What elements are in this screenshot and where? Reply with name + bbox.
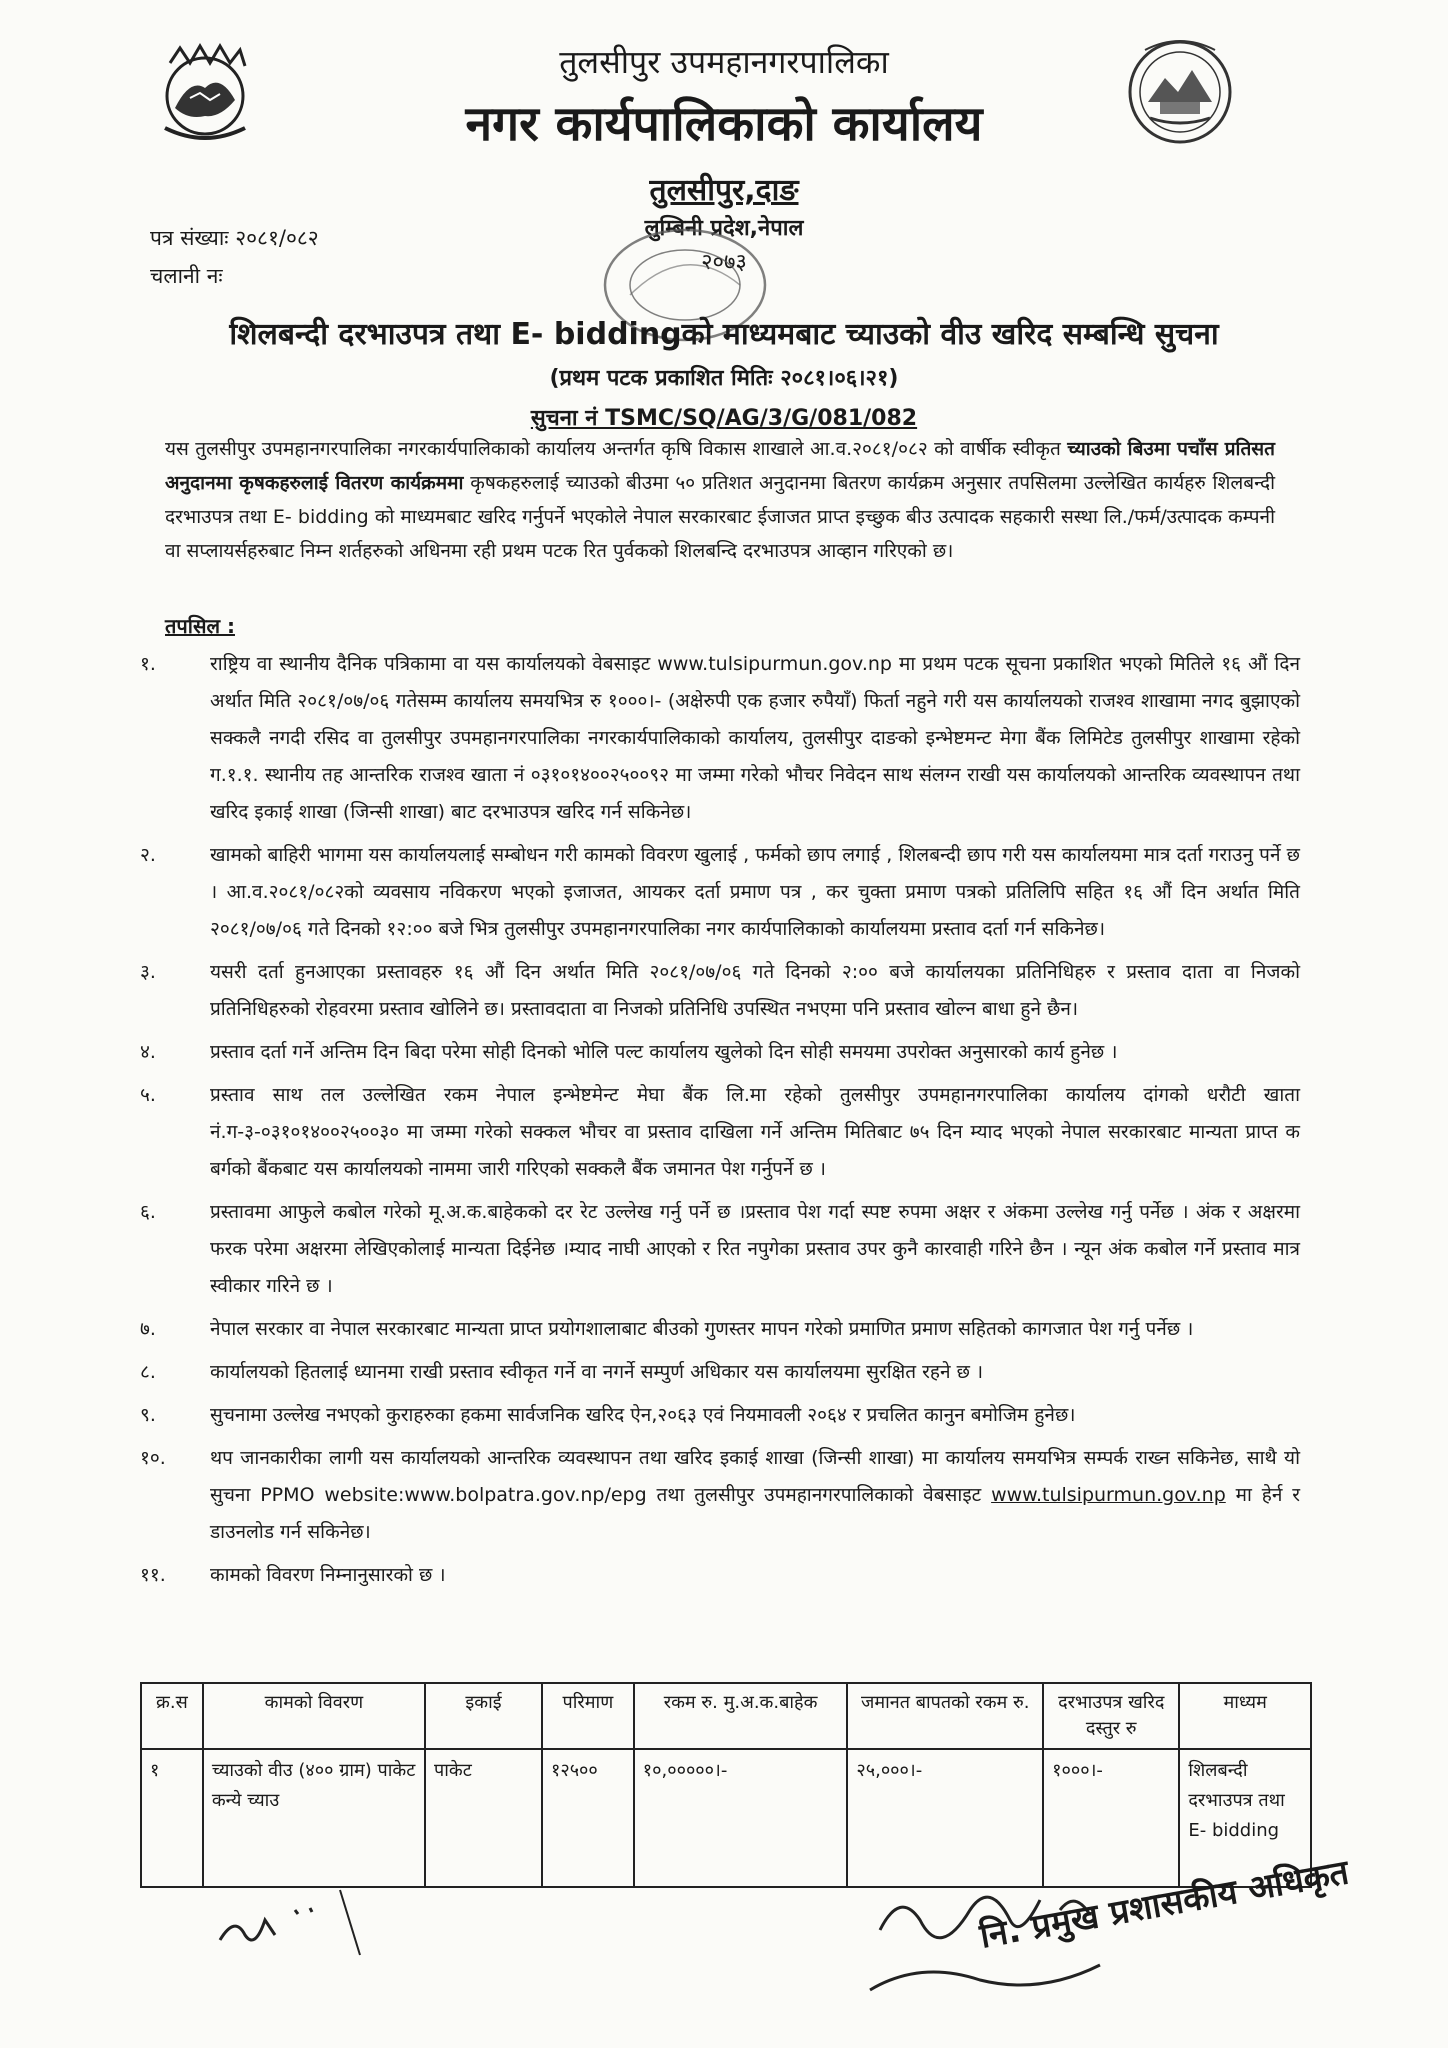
intro-text-2: कृषकहरुलाई च्याउको बीउमा ५० प्रतिशत अनुदानमा बितरण कार्यक्रम अनुसार तपसिलमा उल्लेखित कार्यहरु शिलबन्दी दरभाउपत्र तथा E- bidding को माध्यमबाट खरिद गर्नुपर्ने भएकोले नेपाल सरकारबाट ईजाजत प्राप्त इच्छुक बीउ उत्पादक सहकारी सस्था लि./फर्म/उत्पादक कम्पनी वा सप्लायर्सहरुबाट निम्न शर्तहरुको अधिनमा रही प्रथम पटक रित पुर्वकको शिलबन्दि दरभाउपत्र आव्हान गरिएको छ।: [165, 472, 1275, 562]
item-text-main: थप जानकारीका लागी यस कार्यालयको आन्तरिक व्यवस्थापन तथा खरिद इकाई शाखा (जिन्सी शाखा) मा कार्यालय समयभित्र सम्पर्क राख्न सकिनेछ, साथै यो सुचना PPMO website:www.bolpatra.gov.np/epg तथा तुलसीपुर उपमहानगरपालिकाको वेबसाइट: [210, 1447, 1300, 1506]
nepal-government-emblem-icon: [150, 38, 260, 148]
intro-paragraph: [165, 432, 1275, 568]
item-text: प्रस्ताव साथ तल उल्लेखित रकम नेपाल इन्भेष्टमेन्ट मेघा बैंक लि.मा रहेको तुलसीपुर उपमहानगरपालिका कार्यालय दांगको धरौटी खाता नं.ग-३-०३१०१४००२५००३० मा जम्मा गरेको सक्कल भौचर वा प्रस्ताव दाखिला गर्ने अन्तिम मितिबाट ७५ दिन म्याद भएको नेपाल सरकारबाट मान्यता प्राप्त क बर्गको बैंकबाट यस कार्यालयको नाममा जारी गरिएको सक्कलै बैंक जमानत पेश गर्नुपर्ने छ ।: [210, 1084, 1300, 1180]
item-text: प्रस्ताव दर्ता गर्ने अन्तिम दिन बिदा परेमा सोही दिनको भोलि पल्ट कार्यालय खुलेको दिन सोही समयमा उपरोक्त अनुसारको कार्य हुनेछ ।: [210, 1041, 1118, 1063]
table-row: [141, 1749, 1311, 1887]
item-text-after: मा हेर्न र डाउनलोड गर्न सकिनेछ।: [210, 1484, 1301, 1543]
table-cell: १०,०००००।-: [634, 1749, 848, 1887]
item-number: ५.: [140, 1084, 156, 1106]
table-cell: १: [141, 1749, 203, 1887]
item-text: सुचनामा उल्लेख नभएको कुराहरुका हकमा सार्वजनिक खरिद ऐन,२०६३ एवं नियमावली २०६४ र प्रचलित कानुन बमोजिम हुनेछ।: [210, 1404, 1076, 1426]
item-text: खामको बाहिरी भागमा यस कार्यालयलाई सम्बोधन गरी कामको विवरण खुलाई , फर्मको छाप लगाई , शिलबन्दी छाप गरी यस कार्यालयमा मात्र दर्ता गराउनु पर्ने छ । आ.व.२०८१/०८२को व्यवसाय नविकरण भएको इजाजत, आयकर दर्ता प्रमाण पत्र , कर चुक्ता प्रमाण पत्रको प्रतिलिपि सहित १६ औं दिन अर्थात मिति २०८१/०७/०६ गते दिनको १२:०० बजे भित्र तुलसीपुर उपमहानगरपालिका नगर कार्यपालिकाको कार्यालयमा प्रस्ताव दर्ता गर्न सकिनेछ।: [210, 844, 1300, 940]
item-text: प्रस्तावमा आफुले कबोल गरेको मू.अ.क.बाहेकको दर रेट उल्लेख गर्नु पर्ने छ ।प्रस्ताव पेश गर्दा स्पष्ट रुपमा अक्षर र अंकमा उल्लेख गर्नु पर्नेछ । अंक र अक्षरमा फरक परेमा अक्षरमा लेखिएकोलाई मान्यता दिईनेछ ।म्याद नाघी आएको र रित नपुगेका प्रस्ताव उपर कुनै कारवाही गरिने छैन । न्यून अंक कबोल गर्ने प्रस्ताव मात्र स्वीकार गरिने छ ।: [210, 1201, 1300, 1297]
list-item: [140, 1194, 1300, 1305]
terms-list: [140, 646, 1300, 1600]
table-cell: १२५००: [542, 1749, 634, 1887]
table-header: क्र.स: [141, 1683, 203, 1749]
list-item: [140, 646, 1300, 831]
item-number: ७.: [140, 1318, 156, 1340]
details-heading: तपसिल :: [165, 614, 235, 638]
table-header: जमानत बापतको रकम रु.: [847, 1683, 1043, 1749]
item-number: ६.: [140, 1201, 156, 1223]
item-text: नेपाल सरकार वा नेपाल सरकारबाट मान्यता प्राप्त प्रयोगशालाबाट बीउको गुणस्तर मापन गरेको प्रमाणित प्रमाण सहितको कागजात पेश गर्नु पर्नेछ ।: [210, 1318, 1194, 1340]
letter-number: पत्र संख्याः २०८१/०८२: [150, 226, 319, 250]
notice-title: शिलबन्दी दरभाउपत्र तथा E- biddingको माध्यमबाट च्याउको वीउ खरिद सम्बन्धि सुचना: [229, 317, 1219, 352]
list-item: [140, 954, 1300, 1028]
notice-number: सुचना नं TSMC/SQ/AG/3/G/081/082: [530, 406, 918, 431]
office-name: नगर कार्यपालिकाको कार्यालय: [465, 96, 983, 152]
item-text: यसरी दर्ता हुनआएका प्रस्तावहरु १६ औं दिन अर्थात मिति २०८१/०७/०६ गते दिनको २:०० बजे कार्यालयका प्रतिनिधिहरु र प्रस्ताव दाता वा निजको प्रतिनिधिहरुको रोहवरमा प्रस्ताव खोलिने छ। प्रस्तावदाता वा निजको प्रतिनिधि उपस्थित नभएमा पनि प्रस्ताव खोल्न बाधा हुने छैन।: [210, 961, 1300, 1020]
establishment-year: २०७३: [701, 250, 747, 275]
list-item: [140, 1397, 1300, 1434]
item-number: २.: [140, 844, 156, 866]
table-header: कामको विवरण: [203, 1683, 425, 1749]
list-item: [140, 1440, 1300, 1551]
table-cell: १०००।-: [1043, 1749, 1179, 1887]
table-header: रकम रु. मु.अ.क.बाहेक: [634, 1683, 848, 1749]
list-item: [140, 1034, 1300, 1071]
list-item: [140, 1557, 1300, 1594]
item-number: ८.: [140, 1361, 156, 1383]
intro-text-bold: च्याउको बिउमा पचाँस प्रतिसत अनुदानमा कृषकहरुलाई वितरण कार्यक्रममा: [165, 438, 1275, 494]
item-number: १.: [140, 653, 156, 675]
municipality-website-link[interactable]: www.tulsipurmun.gov.np: [991, 1484, 1226, 1506]
item-number: ३.: [140, 961, 156, 983]
list-item: [140, 1311, 1300, 1348]
list-item: [140, 837, 1300, 948]
province-name: लुम्बिनी प्रदेश,नेपाल: [644, 216, 804, 241]
item-text: राष्ट्रिय वा स्थानीय दैनिक पत्रिकामा वा यस कार्यालयको वेबसाइट www.tulsipurmun.gov.np मा प्रथम पटक सूचना प्रकाशित भएको मितिले १६ औं दिन अर्थात मिति २०८१/०७/०६ गतेसम्म कार्यालय समयभित्र रु १०००।- (अक्षेरुपी एक हजार रुपैयाँ) फिर्ता नहुने गरी यस कार्यालयको राजश्व शाखामा नगद बुझाएको सक्कलै नगदी रसिद वा तुलसीपुर उपमहानगरपालिका नगरकार्यपालिकाको कार्यालय, तुलसीपुर दाङको इन्भेष्टमन्ट मेगा बैंक लिमिटेड तुलसीपुर शाखामा रहेको ग.१.१. स्थानीय तह आन्तरिक राजश्व खाता नं ०३१०१४००२५००९२ मा जम्मा गरेको भौचर निवेदन साथ संलग्न राखी यस कार्यालयको आन्तरिक व्यवस्थापन तथा खरिद इकाई शाखा (जिन्सी शाखा) बाट दरभाउपत्र खरिद गर्न सकिनेछ।: [210, 653, 1300, 823]
list-item: [140, 1354, 1300, 1391]
municipality-logo-icon: [1120, 30, 1240, 150]
table-cell: पाकेट: [425, 1749, 542, 1887]
place-name: तुलसीपुर,दाङ: [649, 173, 799, 208]
table-cell: शिलबन्दी दरभाउपत्र तथा E- bidding: [1179, 1749, 1311, 1887]
work-details-table: [140, 1682, 1312, 1888]
publication-date: (प्रथम पटक प्रकाशित मितिः २०८१।०६।२१): [549, 366, 899, 391]
officer-title: नि. प्रमुख प्रशासकीय अधिकृत: [976, 1852, 1352, 1957]
item-number: १०.: [140, 1447, 166, 1469]
item-number: ९.: [140, 1404, 156, 1426]
table-header: दरभाउपत्र खरिद दस्तुर रु: [1043, 1683, 1179, 1749]
dispatch-number: चलानी नः: [150, 264, 223, 288]
item-text: कार्यालयको हितलाई ध्यानमा राखी प्रस्ताव स्वीकृत गर्ने वा नगर्ने सम्पुर्ण अधिकार यस कार्यालयमा सुरक्षित रहने छ ।: [210, 1361, 984, 1383]
item-number: ११.: [140, 1564, 166, 1586]
municipality-name: तुलसीपुर उपमहानगरपालिका: [559, 43, 889, 81]
intro-text-1: यस तुलसीपुर उपमहानगरपालिका नगरकार्यपालिकाको कार्यालय अन्तर्गत कृषि विकास शाखाले आ.व.२०८१/०८२ को वार्षीक स्वीकृत: [165, 438, 1068, 460]
item-text: कामको विवरण निम्नानुसारको छ ।: [210, 1564, 446, 1586]
item-text: [210, 1440, 1300, 1551]
item-number: ४.: [140, 1041, 156, 1063]
list-item: [140, 1077, 1300, 1188]
table-header: परिमाण: [542, 1683, 634, 1749]
table-header: माध्यम: [1179, 1683, 1311, 1749]
table-header: इकाई: [425, 1683, 542, 1749]
table-header-row: [141, 1683, 1311, 1749]
table-cell: च्याउको वीउ (४०० ग्राम) पाकेट कन्ये च्याउ: [203, 1749, 425, 1887]
initials-signature-icon: [210, 1880, 380, 1960]
table-cell: २५,०००।-: [847, 1749, 1043, 1887]
